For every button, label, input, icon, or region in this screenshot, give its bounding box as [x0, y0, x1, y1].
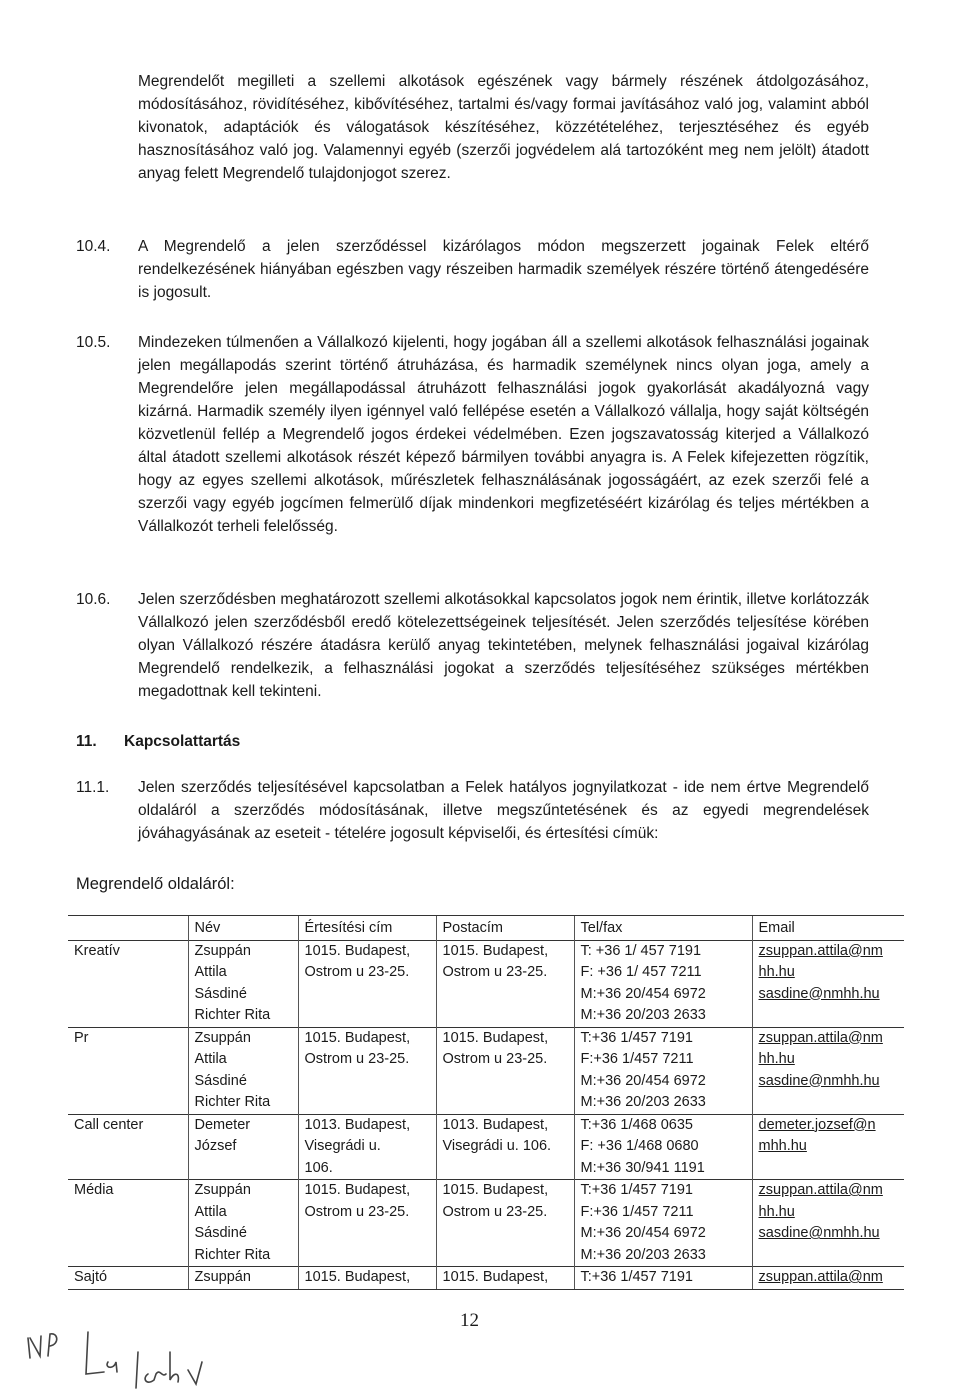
table-row: [68, 940, 904, 1027]
cell-name: [188, 1027, 298, 1114]
address-line: Ostrom u 23-25.: [304, 964, 410, 980]
cell-postal: [436, 1027, 574, 1114]
postal-line: 1015. Budapest,: [442, 1269, 549, 1285]
cell-name: [188, 1114, 298, 1180]
email-line[interactable]: zsuppan.attila@nm: [758, 1269, 883, 1285]
address-line: 106.: [304, 1159, 333, 1176]
cell-phone: [574, 1027, 752, 1114]
cell-phone: [574, 1267, 752, 1290]
clause-number-10-4: 10.4.: [76, 238, 111, 255]
email-line[interactable]: zsuppan.attila@nm: [758, 1182, 883, 1198]
name-line: Zsuppán: [194, 942, 251, 959]
cell-postal: [436, 1180, 574, 1267]
header-postal: Postacím: [436, 916, 574, 941]
phone-line: M:+36 20/454 6972: [580, 1225, 706, 1241]
postal-line: Visegrádi u. 106.: [442, 1138, 552, 1154]
page-number: 12: [460, 1310, 479, 1331]
address-line: Ostrom u 23-25.: [304, 1203, 410, 1220]
phone-line: M:+36 20/203 2633: [580, 1007, 706, 1023]
phone-line: M:+36 30/941 1191: [580, 1159, 705, 1176]
postal-line: Ostrom u 23-25.: [442, 1203, 548, 1220]
clause-10-5-text: Mindezeken túlmenően a Vállalkozó kijelenti, hogy jogában áll a szellemi alkotások felhasználási jogainak jelen megállapodás szerint történő átruházása, és harmadik személynek nincs olyan joga, amely a Megrendelőre jelen megállapodással átruházott felhasználási jogok gyakorlását akadályozná vagy kizárná. Harmadik személy ilyen igénnyel való fellépése esetén a Vállalkozó vállalja, hogy saját költségén közvetlenül fellép a Megrendelő jogos érdekei védelmében. Ezen jogszavatosság kiterjed a Vállalkozó által átadott szellemi alkotások részét képező bármilyen további anyagra is. A Felek kifejezetten rögzítik, hogy az egyes szellemi alkotások, műrészletek felhasználásának jogosságáért, az ezek szerzői felé a szerzői vagy egyéb jogcímen felmerülő díjak mindenkori megfizetéséért kizárólag és teljes mértékben a Vállalkozót terheli felelősség.: [138, 334, 869, 535]
cell-address: [298, 1114, 436, 1180]
name-line: Attila: [194, 964, 227, 980]
cell-phone: [574, 1114, 752, 1180]
email-line[interactable]: hh.hu: [758, 1203, 795, 1220]
postal-line: Ostrom u 23-25.: [442, 964, 548, 980]
email-line[interactable]: zsuppan.attila@nm: [758, 942, 883, 959]
name-line: Sásdiné: [194, 1225, 247, 1241]
header-address: Értesítési cím: [298, 916, 436, 941]
phone-line: M:+36 20/203 2633: [580, 1246, 706, 1263]
cell-phone: [574, 940, 752, 1027]
postal-line: 1013. Budapest,: [442, 1116, 549, 1133]
header-role: [68, 916, 188, 941]
header-email: Email: [752, 916, 904, 941]
email-line[interactable]: demeter.jozsef@n: [758, 1116, 876, 1133]
clause-number-10-6: 10.6.: [76, 591, 111, 608]
cell-role: [68, 1267, 188, 1290]
cell-name: [188, 940, 298, 1027]
cell-address: [298, 1027, 436, 1114]
table-row: [68, 1114, 904, 1180]
name-line: Sásdiné: [194, 985, 247, 1002]
cell-address: [298, 1180, 436, 1267]
email-line[interactable]: hh.hu: [758, 964, 795, 980]
cell-name: [188, 1267, 298, 1290]
cell-role: [68, 1180, 188, 1267]
clause-10-6-text: Jelen szerződésben meghatározott szellemi alkotásokkal kapcsolatos jogok nem érintik, illetve korlátozzák Vállalkozó jelen szerződésből eredő kötelezettségeinek teljesítését. Jelen szerződés teljesítése körében olyan Vállalkozó részére átadásra kerülő anyag tekintetében, melynek felhasználási jogaival kizárólag Megrendelő rendelkezik, a felhasználási jogokat a szerződés teljesítéséhez szükséges mértékben megadottnak kell tekinteni.: [138, 591, 869, 700]
email-line[interactable]: sasdine@nmhh.hu: [758, 1225, 880, 1241]
cell-postal: [436, 940, 574, 1027]
cell-postal: [436, 1267, 574, 1290]
cell-email: [752, 1027, 904, 1114]
phone-line: M:+36 20/454 6972: [580, 985, 706, 1002]
table-row: [68, 1027, 904, 1114]
address-line: Visegrádi u.: [304, 1138, 381, 1154]
phone-line: T: +36 1/ 457 7191: [580, 942, 702, 959]
clause-number-11-1: 11.1.: [76, 779, 110, 796]
clause-11-1-text: Jelen szerződés teljesítésével kapcsolatban a Felek hatályos jognyilatkozat - ide nem értve Megrendelő oldaláról a szerződés módosításának, illetve megszűntetésének és az egyedi megrendelések jóváhagyásának az eseteit - tételére jogosult képviselői, és értesítési címük:: [138, 779, 869, 842]
address-line: 1015. Budapest,: [304, 1182, 411, 1198]
phone-line: T:+36 1/457 7191: [580, 1269, 693, 1285]
cell-postal: [436, 1114, 574, 1180]
cell-email: [752, 1114, 904, 1180]
address-line: 1013. Budapest,: [304, 1116, 411, 1133]
name-line: Zsuppán: [194, 1029, 251, 1046]
name-line: Richter Rita: [194, 1094, 271, 1110]
postal-line: 1015. Budapest,: [442, 1182, 549, 1198]
postal-line: 1015. Budapest,: [442, 942, 549, 959]
role-line: Média: [74, 1182, 114, 1198]
section-title-11: Kapcsolattartás: [124, 733, 241, 750]
cell-role: [68, 1114, 188, 1180]
postal-line: 1015. Budapest,: [442, 1029, 549, 1046]
phone-line: T:+36 1/457 7191: [580, 1029, 693, 1046]
name-line: Sásdiné: [194, 1072, 247, 1089]
header-phone: Tel/fax: [574, 916, 752, 941]
cell-role: [68, 940, 188, 1027]
cell-email: [752, 940, 904, 1027]
header-name: Név: [188, 916, 298, 941]
phone-line: F:+36 1/457 7211: [580, 1203, 694, 1220]
phone-line: M:+36 20/454 6972: [580, 1072, 706, 1089]
name-line: József: [194, 1138, 237, 1154]
phone-line: T:+36 1/457 7191: [580, 1182, 693, 1198]
address-line: 1015. Budapest,: [304, 1029, 411, 1046]
email-line[interactable]: sasdine@nmhh.hu: [758, 1072, 880, 1089]
paragraph-intro: Megrendelőt megilleti a szellemi alkotások egészének vagy bármely részének átdolgozásához, módosításához, rövidítéséhez, kibővítéséhez, tartalmi és/vagy formai javításához való jog, valamint abból kivonatok, adaptációk és válogatások készítéséhez, közzétételéhez, terjesztéséhez és egyéb hasznosításához való jog. Valamennyi egyéb (szerzői jogvédelem alá tartozóként meg nem jelölt) átadott anyag felett Megrendelő tulajdonjogot szerez.: [138, 73, 869, 182]
clause-number-10-5: 10.5.: [76, 334, 111, 351]
address-line: 1015. Budapest,: [304, 1269, 411, 1285]
name-line: Richter Rita: [194, 1246, 271, 1263]
phone-line: F:+36 1/457 7211: [580, 1051, 694, 1067]
phone-line: F: +36 1/ 457 7211: [580, 964, 702, 980]
contacts-table: [68, 915, 904, 1290]
cell-address: [298, 940, 436, 1027]
clause-10-4-text: A Megrendelő a jelen szerződéssel kizárólagos módon megszerzett jogainak Felek eltérő rendelkezésének hiányában egészben vagy részeiben harmadik személyek részére történő átengedésére is jogosult.: [138, 238, 869, 301]
role-line: Sajtó: [74, 1269, 108, 1285]
address-line: 1015. Budapest,: [304, 942, 411, 959]
role-line: Call center: [74, 1116, 144, 1133]
email-line[interactable]: hh.hu: [758, 1051, 795, 1067]
address-line: Ostrom u 23-25.: [304, 1051, 410, 1067]
name-line: Attila: [194, 1203, 227, 1220]
email-line[interactable]: sasdine@nmhh.hu: [758, 985, 880, 1002]
email-line[interactable]: zsuppan.attila@nm: [758, 1029, 883, 1046]
contacts-table-header: [68, 916, 904, 941]
cell-email: [752, 1180, 904, 1267]
table-row: [68, 1180, 904, 1267]
phone-line: M:+36 20/203 2633: [580, 1094, 706, 1110]
name-line: Richter Rita: [194, 1007, 271, 1023]
phone-line: F: +36 1/468 0680: [580, 1138, 699, 1154]
cell-email: [752, 1267, 904, 1290]
table-row: [68, 1267, 904, 1290]
role-line: Pr: [74, 1029, 89, 1046]
email-line[interactable]: mhh.hu: [758, 1138, 807, 1154]
cell-phone: [574, 1180, 752, 1267]
cell-address: [298, 1267, 436, 1290]
role-line: Kreatív: [74, 942, 120, 959]
contacts-subheading: Megrendelő oldaláról:: [76, 875, 235, 893]
cell-role: [68, 1027, 188, 1114]
name-line: Demeter: [194, 1116, 251, 1133]
postal-line: Ostrom u 23-25.: [442, 1051, 548, 1067]
name-line: Attila: [194, 1051, 227, 1067]
name-line: Zsuppán: [194, 1269, 251, 1285]
section-heading-11: [76, 730, 241, 753]
contacts-table-body: [68, 940, 904, 1289]
cell-name: [188, 1180, 298, 1267]
name-line: Zsuppán: [194, 1182, 251, 1198]
phone-line: T:+36 1/468 0635: [580, 1116, 693, 1133]
section-number-11: 11.: [76, 733, 97, 750]
handwritten-signature: [20, 1322, 280, 1392]
